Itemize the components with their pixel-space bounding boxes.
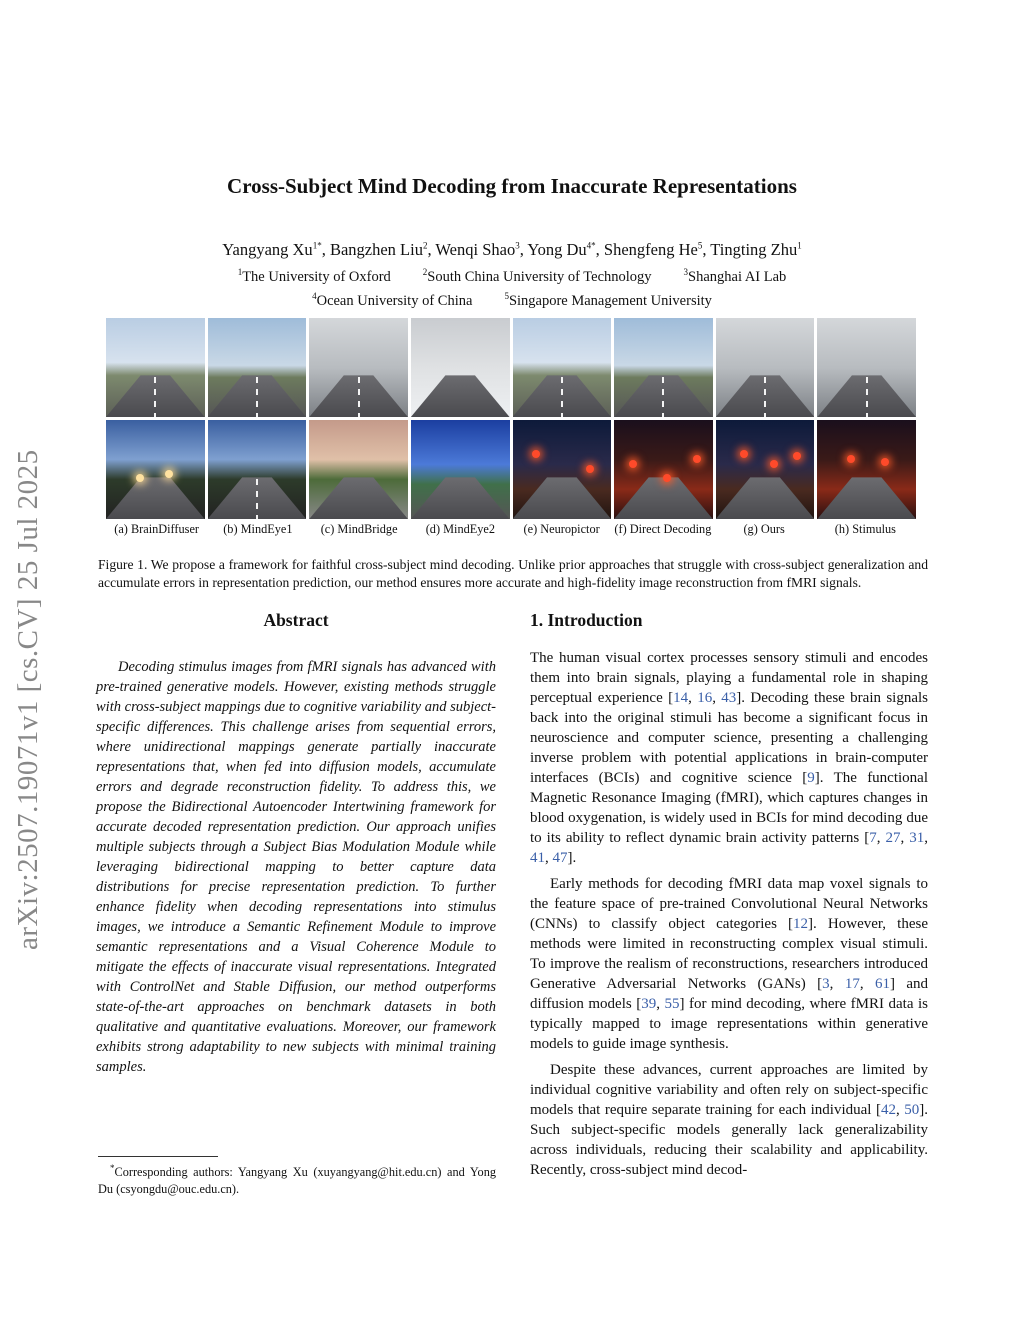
author-name: Yangyang Xu xyxy=(222,240,313,259)
text-run: ]. The functional Magnetic Resonance Imaging (fMRI), which captures changes in blood oxygenation, is widely used in BCIs for mind decoding due to its ability to reflect dynamic brain activity patterns [ xyxy=(530,770,929,846)
citation-link[interactable]: 3 xyxy=(822,976,830,992)
subcaption: (f) Direct Decoding xyxy=(614,522,712,536)
figure-thumbnail xyxy=(716,318,815,417)
figure-thumbnail xyxy=(614,420,713,519)
author-sup: 3 xyxy=(515,240,520,251)
affiliation: Ocean University of China xyxy=(316,292,473,309)
aff-num: 4 xyxy=(312,291,317,301)
affiliation: Singapore Management University xyxy=(508,292,712,309)
affiliations-line-1 xyxy=(100,267,924,286)
text-run: Early methods for decoding fMRI data map voxel signals to the feature space of pre-trained Convolutional Neural Networks (CNNs) to classify object categories [ xyxy=(530,876,928,932)
intro-body xyxy=(530,648,928,1186)
subcaption: (c) MindBridge xyxy=(320,522,398,536)
aff-num: 3 xyxy=(683,267,689,277)
figure-thumbnail xyxy=(411,318,510,417)
figure-thumbnail xyxy=(208,318,307,417)
author-list: Yangyang $Xu^{1*}$, Bangzhen Liu$^2$, Wenqi Shao$^3$, Yong $Du^{4*}$, Shengfeng He$^5$, Tingting Zhu$^1$ xyxy=(222,240,802,259)
citation-link[interactable]: 7 xyxy=(869,830,877,846)
figure-thumbnail xyxy=(106,420,205,519)
aff-num: 1 xyxy=(237,267,243,277)
citation-link[interactable]: 42 xyxy=(880,1102,896,1118)
paper-title: Cross-Subject Mind Decoding from Inaccurate Representations xyxy=(227,174,797,198)
citation-link[interactable]: 61 xyxy=(874,976,890,992)
subcaption: (b) MindEye1 xyxy=(223,522,293,536)
text-run: ]. Such subject-specific models generally lack generalizability across individuals, reducing their scalability and applicability. Recently, cross-subject mind decod- xyxy=(530,1102,928,1178)
text-run: ]. xyxy=(567,850,577,866)
affiliation: The University of Oxford xyxy=(242,268,391,285)
figure-1-image-grid xyxy=(106,318,916,519)
figure-thumbnail xyxy=(309,420,408,519)
figure-thumbnail xyxy=(106,318,205,417)
affiliation: South China University of Technology xyxy=(427,268,652,285)
text-run: ]. However, these methods were limited in reconstructing complex visual stimuli. To improve the realism of reconstructions, researchers introduced Generative Adversarial Networks (GANs) [ xyxy=(530,916,928,992)
aff-num: 5 xyxy=(504,291,509,301)
citation-link[interactable]: 14 xyxy=(673,690,689,706)
subcaption: (a) BrainDiffuser xyxy=(114,522,200,536)
author-name: Wenqi Shao xyxy=(435,240,516,259)
intro-paragraph: The human visual cortex processes sensory stimuli and encodes them into brain signals, playing a fundamental role in shaping perceptual experience [14, 16, 43]. Decoding these brain signals back into the original stimuli has become a significant focus in neuroscience and computer science, presenting a challenging inverse problem with potential applications in brain-computer interfaces (BCIs) and cognitive science [9]. The functional Magnetic Resonance Imaging (fMRI), which captures changes in blood oxygenation, is widely used in BCIs for mind decoding due to its ability to reflect dynamic brain activity patterns [7, 27, 31, 41, 47]. xyxy=(530,650,929,866)
intro-paragraph: Despite these advances, current approaches are limited by individual cognitive variability and often rely on subject-specific models that require separate training for each individual [42, 50]. Such subject-specific models generally lack generalizability across individuals, reducing their scalability and applicability. Recently, cross-subject mind decod- xyxy=(530,1062,928,1178)
author-sup: 1 xyxy=(797,240,802,251)
intro-paragraph: Early methods for decoding fMRI data map voxel signals to the feature space of pre-trained Convolutional Neural Networks (CNNs) to classify object categories [12]. However, these methods were limited in reconstructing complex visual stimuli. To improve the realism of reconstructions, researchers introduced Generative Adversarial Networks (GANs) [3, 17, 61] and diffusion models [39, 55] for mind decoding, where fMRI data is typically mapped to image representations within generative models to guide image synthesis. xyxy=(530,876,929,1052)
citation-link[interactable]: 41 xyxy=(530,850,545,866)
abstract-heading: Abstract xyxy=(263,610,329,630)
author-sup: 1* xyxy=(312,240,322,251)
figure-thumbnail xyxy=(513,318,612,417)
citation-link[interactable]: 31 xyxy=(909,830,925,846)
subcaption: (h) Stimulus xyxy=(834,522,896,536)
subcaption: (g) Ours xyxy=(743,522,785,536)
citation-link[interactable]: 12 xyxy=(793,916,809,932)
figure-thumbnail xyxy=(411,420,510,519)
subcaption: (e) Neuropictor xyxy=(523,522,600,536)
author-sup: 5 xyxy=(697,240,703,251)
aff-num: 2 xyxy=(422,267,428,277)
text-run: Despite these advances, current approaches are limited by individual cognitive variability and often rely on subject-specific models that require separate training for each individual [ xyxy=(530,1062,928,1118)
text-run: ] and diffusion models [ xyxy=(530,976,929,1012)
citation-link[interactable]: 9 xyxy=(807,770,815,786)
author-sup: 2 xyxy=(422,240,428,251)
text-run: ]. Decoding these brain signals back into the original stimuli has become a significant focus in neuroscience and computer science, presenting a challenging inverse problem with potential applications in brain-computer interfaces (BCIs) and cognitive science [ xyxy=(530,690,929,786)
figure-thumbnail xyxy=(513,420,612,519)
citation-link[interactable]: 17 xyxy=(844,976,860,992)
author-name: Tingting Zhu xyxy=(710,240,798,259)
footnote-rule xyxy=(98,1156,218,1157)
author-sup: 4* xyxy=(586,240,596,251)
figure-thumbnail xyxy=(614,318,713,417)
footnote-mark: * xyxy=(110,1163,115,1173)
author-name: Shengfeng He xyxy=(603,240,698,259)
text-run: The human visual cortex processes sensory stimuli and encodes them into brain signals, playing a fundamental role in shaping perceptual experience [ xyxy=(530,650,928,706)
subcaption: (d) MindEye2 xyxy=(425,522,496,536)
figure-thumbnail xyxy=(817,318,916,417)
author-name: Bangzhen Liu xyxy=(329,240,423,259)
figure-caption: Figure 1. We propose a framework for faithful cross-subject mind decoding. Unlike prior approaches that struggle with cross-subject generalization and accumulate errors in representation prediction, our method ensures more accurate and high-fidelity image reconstruction from fMRI signals. xyxy=(98,557,928,590)
citation-link[interactable]: 27 xyxy=(885,830,901,846)
citation-link[interactable]: 43 xyxy=(721,690,737,706)
footnote xyxy=(98,1160,496,1198)
citation-link[interactable]: 50 xyxy=(904,1102,920,1118)
text-run: ] for mind decoding, where fMRI data is typically mapped to image representations within generative models to guide image synthesis. xyxy=(530,996,928,1052)
citation-link[interactable]: 39 xyxy=(641,996,657,1012)
figure-thumbnail xyxy=(817,420,916,519)
author-name: Yong Du xyxy=(527,240,587,259)
figure-subcaptions xyxy=(106,522,916,537)
abstract-text: Decoding stimulus images from fMRI signals has advanced with pre-trained generative models. However, existing methods struggle with cross-subject mappings due to cognitive variability and subject-specific differences. This challenge arises from sequential errors, where unidirectional mappings generate partially inaccurate representations that, when fed into diffusion models, accumulate errors and degrade reconstruction fidelity. To address this, we propose the Bidirectional Autoencoder Intertwining framework for accurate decoded representation prediction. Our approach unifies multiple subjects through a Subject Bias Modulation Module while leveraging bidirectional mapping to better capture data distributions for precise representation prediction. To further enhance fidelity when decoding representations into stimulus images, we introduce a Semantic Refinement Module to improve semantic representations and a Visual Coherence Module to mitigate the effects of inaccurate visual representations. Integrated with ControlNet and Stable Diffusion, our method outperforms state-of-the-art approaches on benchmark datasets in both qualitative and quantitative evaluations. Moreover, our framework exhibits strong adaptability to new subjects with minimal training samples. xyxy=(96,659,496,1075)
figure-thumbnail xyxy=(716,420,815,519)
citation-link[interactable]: 55 xyxy=(664,996,680,1012)
intro-heading: 1. Introduction xyxy=(530,610,643,630)
arxiv-stamp: arXiv:2507.19071v1 [cs.CV] 25 Jul 2025 xyxy=(12,449,44,950)
affiliation: Shanghai AI Lab xyxy=(688,268,787,285)
footnote-text: Corresponding authors: Yangyang Xu (xuyangyang@hit.edu.cn) and Yong Du (csyongdu@ouc.edu.cn). xyxy=(98,1165,496,1197)
citation-link[interactable]: 16 xyxy=(697,690,713,706)
figure-thumbnail xyxy=(208,420,307,519)
citation-link[interactable]: 47 xyxy=(552,850,568,866)
figure-thumbnail xyxy=(309,318,408,417)
affiliations-line-2 xyxy=(100,291,924,310)
